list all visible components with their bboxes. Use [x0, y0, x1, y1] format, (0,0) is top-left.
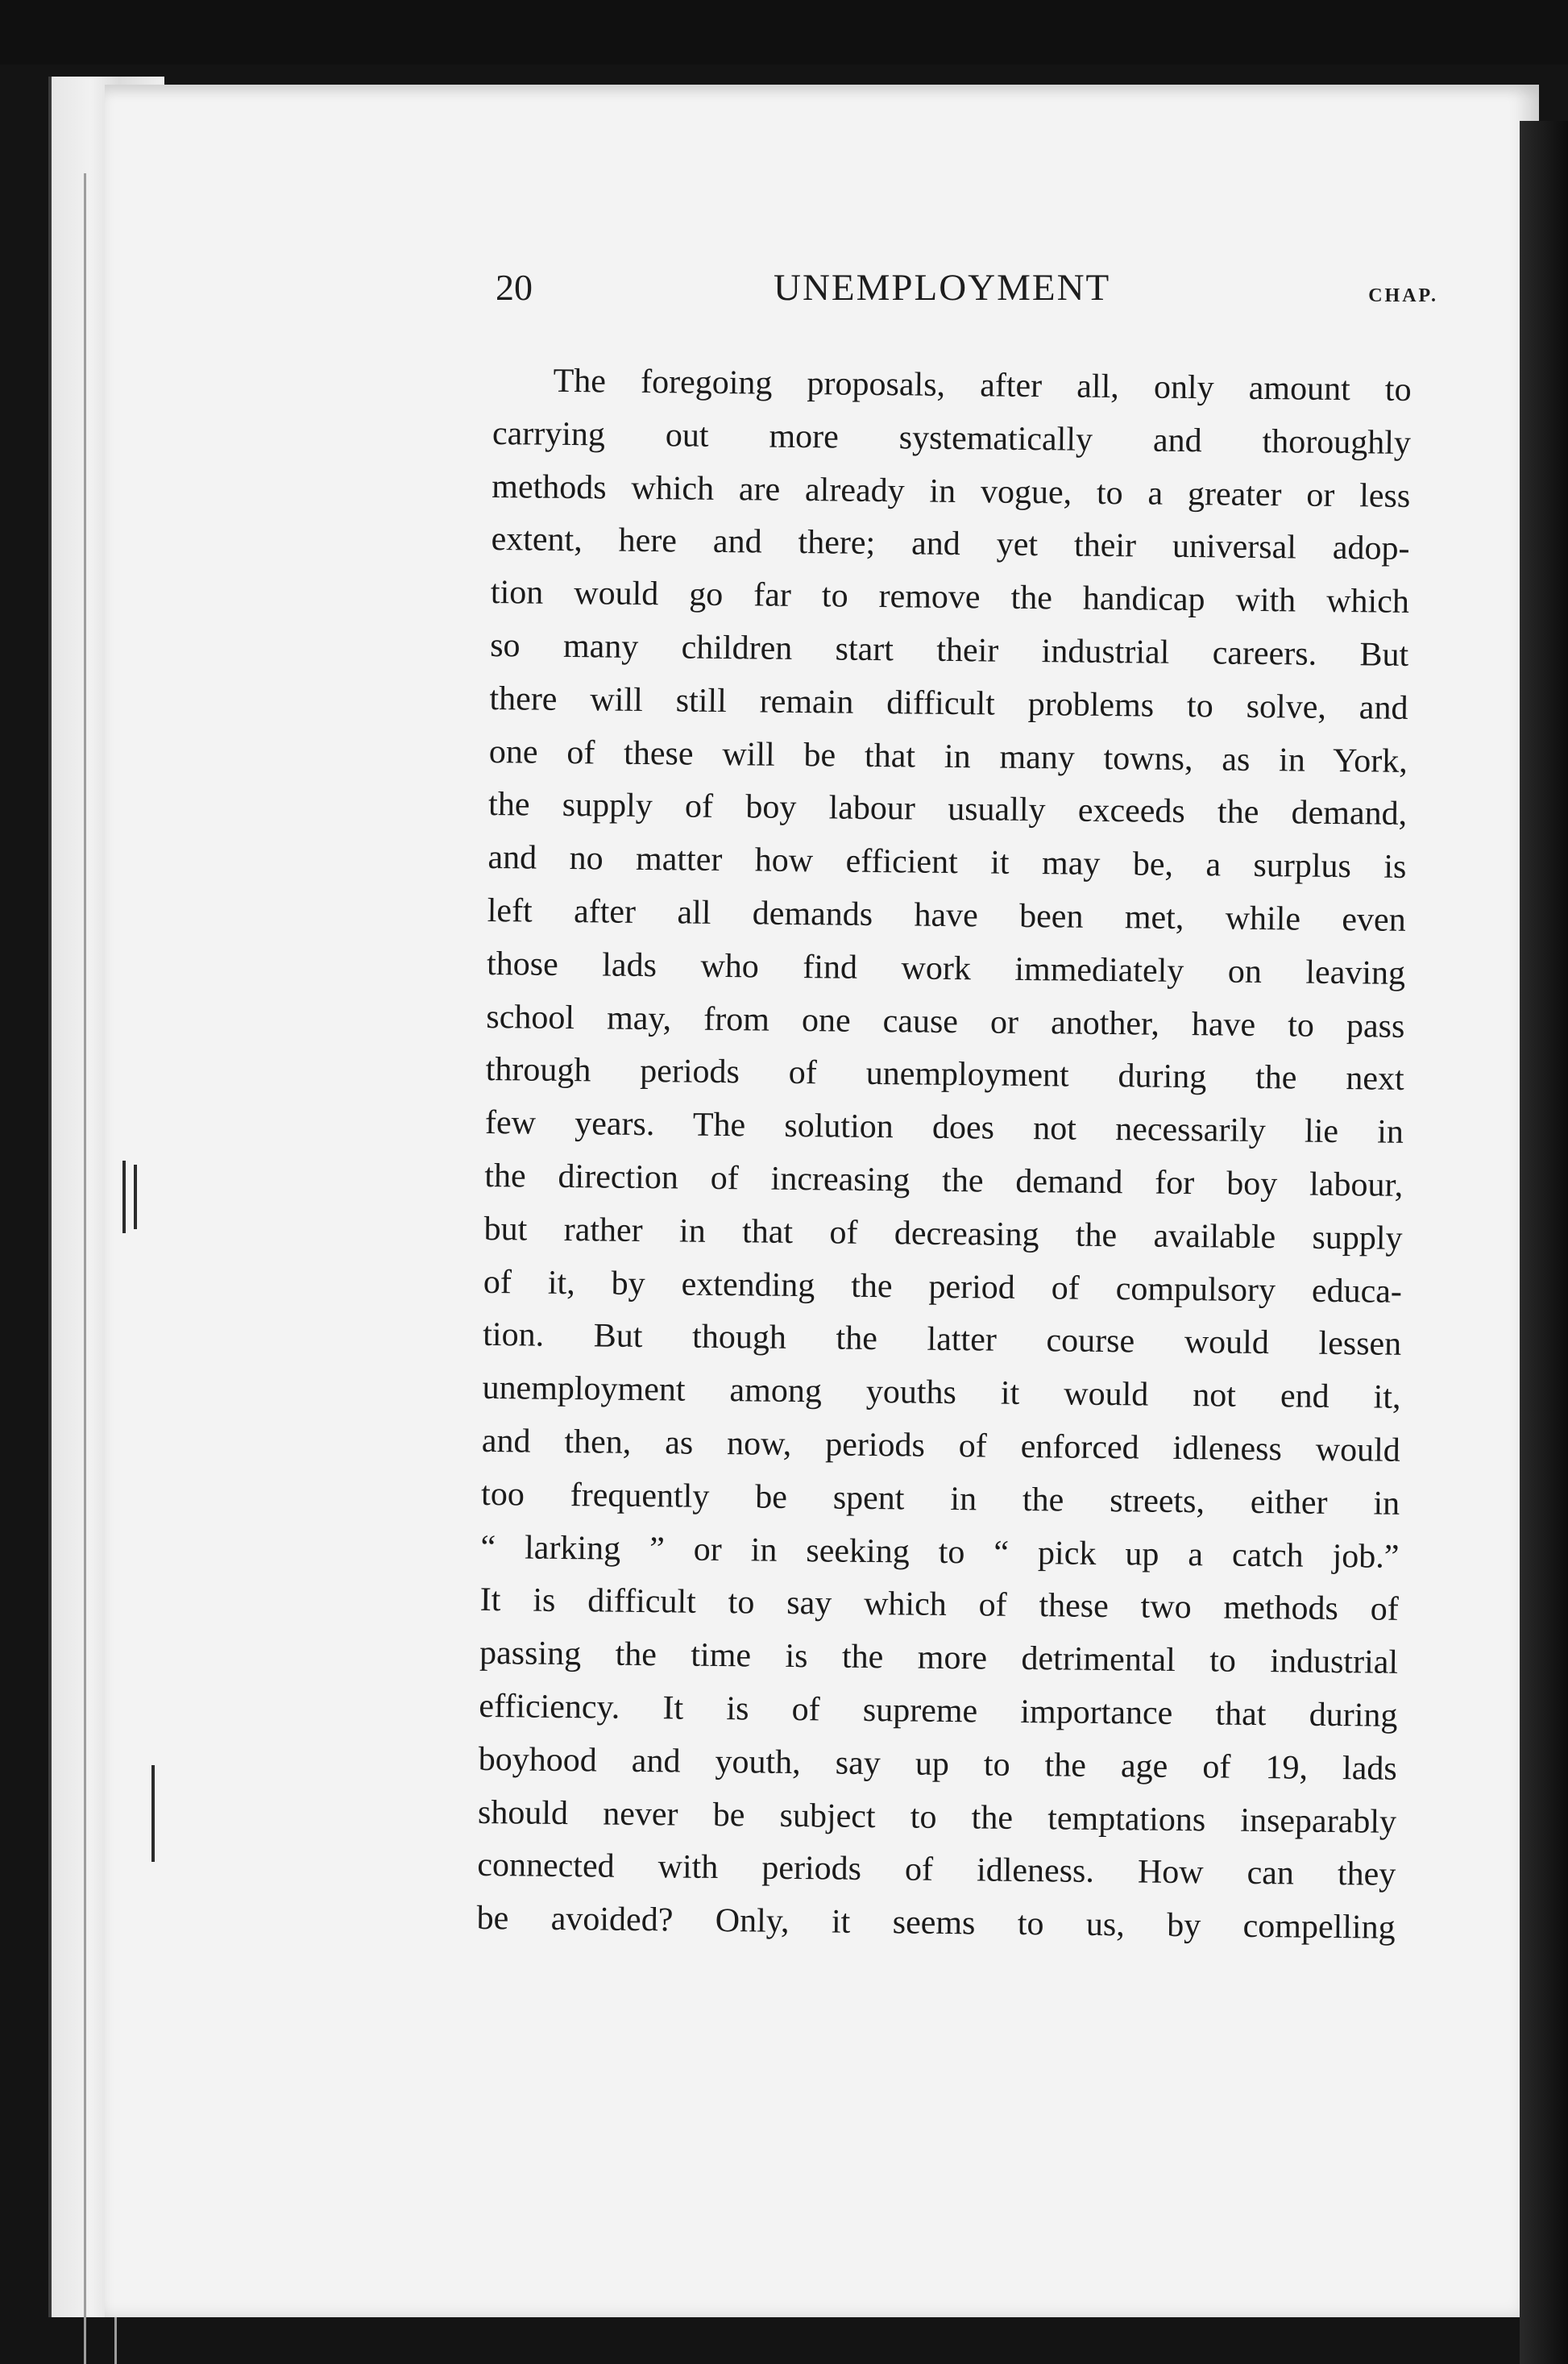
text-line: It is difficult to say which of these two methods of: [479, 1581, 1399, 1629]
text-line: connected with periods of idleness. How can they: [477, 1847, 1396, 1894]
text-line: carrying out more systematically and thoroughly: [492, 414, 1412, 462]
text-line: tion would go far to remove the handicap with which: [490, 574, 1410, 621]
text-line: should never be subject to the temptations inseparably: [477, 1793, 1397, 1841]
text-line: The foregoing proposals, after all, only amount to: [553, 362, 1412, 409]
text-line: one of these will be that in many towns, as in York,: [488, 733, 1408, 780]
text-line: be avoided? Only, it seems to us, by compelling: [476, 1900, 1396, 1946]
text-line: passing the time is the more detrimental to industrial: [479, 1635, 1399, 1681]
text-line: left after all demands have been met, while even: [487, 891, 1406, 939]
margin-mark: [151, 1765, 155, 1862]
margin-mark: [134, 1165, 137, 1229]
text-line: the direction of increasing the demand for boy labour,: [484, 1157, 1404, 1204]
text-line: of it, by extending the period of compulsory educa-: [483, 1263, 1403, 1311]
text-line: and then, as now, periods of enforced idleness would: [481, 1422, 1401, 1469]
text-line: too frequently be spent in the streets, either in: [480, 1475, 1400, 1523]
running-title: UNEMPLOYMENT: [774, 267, 1111, 309]
text-line: those lads who find work immediately on leaving: [486, 945, 1406, 992]
text-line: efficiency. It is of supreme importance that during: [479, 1687, 1398, 1735]
text-line: but rather in that of decreasing the available supply: [483, 1210, 1403, 1257]
chapter-abbreviation: CHAP.: [1368, 285, 1438, 306]
text-line: boyhood and youth, say up to the age of 19, lads: [478, 1740, 1397, 1788]
text-line: so many children start their industrial careers. But: [489, 626, 1409, 674]
page-number: 20: [496, 267, 533, 308]
text-line: there will still remain difficult problems to solve, and: [489, 679, 1408, 727]
margin-mark: [122, 1161, 126, 1233]
text-line: tion. But though the latter course would lessen: [483, 1316, 1402, 1364]
text-line: methods which are already in vogue, to a greater or less: [492, 467, 1411, 515]
page-edge-line: [84, 173, 86, 2364]
binding-gutter: [1520, 121, 1568, 2364]
text-line: and no matter how efficient it may be, a surplus is: [487, 839, 1407, 887]
text-line: school may, from one cause or another, have to pass: [486, 998, 1405, 1045]
text-line: “ larking ” or in seeking to “ pick up a catch job.”: [480, 1528, 1400, 1576]
running-head: [496, 266, 1438, 330]
scan-top-border: [0, 0, 1568, 64]
text-line: extent, here and there; and yet their universal adop-: [491, 521, 1410, 568]
text-line: few years. The solution does not necessarily lie in: [484, 1104, 1404, 1152]
text-line: unemployment among youths it would not end it,: [482, 1369, 1401, 1417]
text-line: the supply of boy labour usually exceeds the demand,: [487, 786, 1408, 833]
text-line: through periods of unemployment during the next: [485, 1051, 1404, 1099]
body-paragraph: [476, 355, 1412, 1955]
